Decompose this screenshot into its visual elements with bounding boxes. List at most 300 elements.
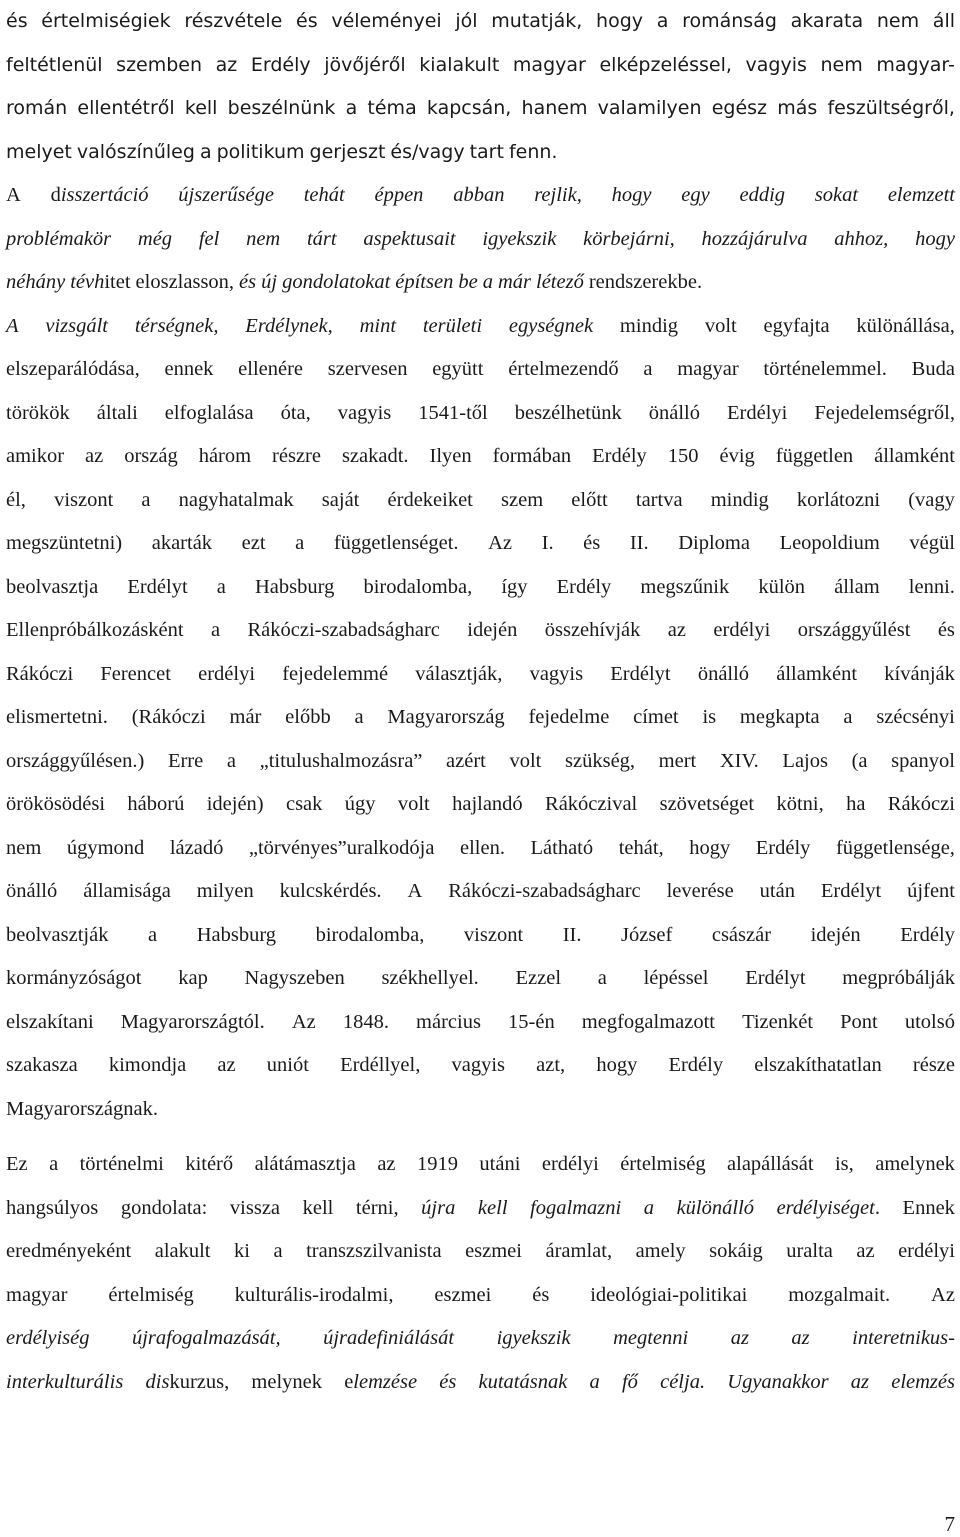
word: véleményei: [331, 10, 442, 32]
text-line: [6, 827, 955, 871]
word: a: [643, 1196, 655, 1219]
text-line: [6, 87, 955, 131]
word: 1848.: [342, 1010, 389, 1033]
word: szakadt.: [341, 445, 409, 467]
word: ki: [234, 1240, 250, 1262]
word: megpróbálják: [842, 967, 955, 989]
page-number: 7: [944, 1512, 955, 1536]
word: lázadó: [169, 836, 224, 859]
text-line: [6, 1230, 955, 1274]
word: nem: [6, 836, 42, 859]
word: (Rákóczi: [131, 706, 206, 728]
word: ezt: [241, 532, 266, 554]
word: elismertetni.: [6, 706, 108, 728]
text-line: [6, 0, 955, 44]
word: kutatásnak: [478, 1370, 568, 1393]
word: II.: [562, 923, 582, 946]
word: kitérő: [185, 1153, 234, 1175]
word: hogy: [596, 1054, 638, 1076]
word: császár: [711, 923, 772, 946]
word: ellentétről: [77, 97, 175, 119]
word: tévhitet: [70, 271, 131, 293]
word: államként: [874, 445, 955, 467]
word: előtt: [571, 488, 608, 511]
word: sokáig: [709, 1240, 763, 1262]
word: kívánják: [884, 662, 955, 685]
word: románság: [682, 10, 777, 32]
word: „titulushalmozásra”: [259, 749, 423, 772]
word: Ilyen: [429, 445, 472, 467]
word: területi: [422, 314, 483, 337]
word: azt,: [536, 1054, 566, 1076]
word: a: [148, 923, 158, 946]
word: azért: [446, 749, 486, 772]
word: állam: [834, 575, 880, 598]
text-line: [6, 131, 955, 175]
word: évig: [719, 445, 755, 467]
word: kimondja: [108, 1054, 187, 1076]
word: megkapta: [739, 706, 820, 728]
word: beszélnünk: [227, 97, 336, 119]
word: részre: [272, 445, 321, 467]
word: hanem: [521, 97, 588, 119]
word: is: [702, 706, 717, 728]
word: melynek: [251, 1370, 322, 1393]
text-line: [6, 870, 955, 914]
word: Rákóczi: [6, 662, 74, 685]
word: tartva: [635, 488, 683, 511]
word: államisága: [83, 880, 171, 902]
word: részvétele: [184, 10, 283, 32]
word: Az: [931, 1283, 955, 1306]
word: együtt: [432, 358, 484, 380]
word: rendszerekbe.: [588, 271, 703, 293]
word: az: [730, 1327, 749, 1349]
text-line: [6, 44, 955, 88]
text-line: [6, 1187, 955, 1231]
word: Magyarországnak.: [6, 1097, 158, 1120]
word: elképzeléssel,: [599, 53, 732, 76]
word: örökösödési: [6, 793, 106, 815]
word: erdélyi: [198, 662, 256, 685]
word: szakasza: [6, 1054, 78, 1076]
word: a: [589, 1370, 600, 1393]
word: az: [215, 53, 238, 76]
word: térségnek,: [134, 314, 219, 337]
word: Ugyanakkor: [727, 1370, 829, 1393]
word: (vagy: [908, 488, 955, 511]
word: feltétlenül: [6, 53, 103, 76]
word: akarata: [790, 10, 864, 32]
word: Lajos: [782, 749, 828, 772]
word: Rákóczival: [545, 793, 638, 815]
word: éppen: [374, 184, 424, 206]
word: korlátozni: [796, 488, 881, 511]
word: már: [229, 706, 262, 728]
word: önálló: [6, 880, 58, 902]
word: Diploma: [678, 532, 750, 554]
word: elszakítani: [6, 1010, 94, 1033]
word: nem: [876, 10, 920, 32]
word: Erdélyt: [820, 880, 882, 902]
word: eszmei: [434, 1283, 492, 1306]
text-line: [6, 957, 955, 1001]
word: A: [6, 184, 21, 206]
word: II.: [629, 532, 649, 554]
word: vagyis: [529, 662, 584, 685]
word: birodalomba,: [315, 923, 425, 946]
word: mutatják,: [491, 10, 583, 32]
word: 1541-től: [418, 401, 488, 424]
word: viszont: [54, 488, 114, 511]
word: áll: [932, 10, 955, 32]
word: létező: [536, 271, 584, 293]
word: fogalmazni: [530, 1196, 622, 1219]
word: körbejárni,: [583, 227, 675, 250]
word: történelemmel.: [763, 358, 887, 380]
word: vagyis: [451, 1054, 505, 1076]
text-line: [6, 479, 955, 523]
word: kötni,: [776, 793, 824, 815]
word: Erdélynek,: [245, 314, 333, 337]
word: Erdélyt: [745, 967, 806, 989]
word: székhellyel.: [381, 967, 479, 989]
word: térni,: [355, 1196, 399, 1219]
word: disszertáció: [50, 184, 149, 206]
word: néhány: [6, 271, 66, 293]
word: Rákóczi: [887, 793, 955, 815]
word: kell: [184, 97, 218, 119]
word: 1919: [416, 1153, 458, 1175]
word: mert: [658, 749, 697, 772]
word: történelmi: [79, 1153, 164, 1175]
text-line: [6, 348, 955, 392]
word: egy: [681, 184, 710, 206]
word: törökök: [6, 401, 70, 424]
word: vissza: [229, 1196, 281, 1219]
word: a: [643, 358, 653, 380]
word: elemzése: [344, 1370, 418, 1393]
word: országgyűlést: [797, 619, 911, 641]
text-line: [6, 566, 955, 610]
word: alátámasztja: [254, 1153, 356, 1175]
word: és: [439, 1370, 457, 1393]
word: sokat: [814, 184, 859, 206]
word: címet: [633, 706, 679, 728]
word: érdekeiket: [387, 488, 473, 511]
word: megszüntetni): [6, 532, 123, 554]
word: politikum: [216, 140, 305, 163]
word: kell: [477, 1196, 508, 1219]
word: része: [912, 1054, 955, 1076]
word: más: [777, 97, 818, 119]
word: újszerűsége: [178, 184, 274, 206]
word: ellenére: [238, 358, 304, 380]
text-line: [6, 261, 955, 305]
word: 15-én: [508, 1010, 555, 1033]
paragraph: [6, 174, 955, 305]
word: elfoglalása: [164, 401, 254, 424]
word: idején): [206, 793, 264, 815]
text-line: [6, 174, 955, 218]
word: Erdély: [556, 575, 612, 598]
word: utáni: [479, 1153, 521, 1175]
word: feszültségről,: [827, 97, 955, 119]
word: Erdély: [668, 1054, 724, 1076]
text-line: [6, 1044, 955, 1088]
word: különálló: [676, 1196, 755, 1219]
word: A: [407, 880, 423, 902]
word: transzszilvanista: [306, 1240, 442, 1262]
word: abban: [453, 184, 505, 206]
word: már: [497, 271, 531, 293]
word: fejedelemmé: [282, 662, 389, 685]
word: erdélyiséget.: [776, 1196, 880, 1219]
paragraph: [6, 0, 955, 174]
word: a: [354, 706, 364, 728]
word: hogy: [915, 227, 955, 250]
word: ideológiai-politikai: [590, 1283, 748, 1306]
word: és: [583, 532, 601, 554]
word: önálló: [648, 401, 700, 424]
word: igyekszik: [496, 1327, 571, 1349]
text-line: [6, 740, 955, 784]
word: amely: [635, 1240, 686, 1262]
word: Ferencet: [100, 662, 171, 685]
word: a: [273, 1240, 283, 1262]
word: diskurzus,: [145, 1370, 230, 1393]
word: fel: [198, 227, 220, 250]
text-line: [6, 1317, 955, 1361]
word: és: [937, 619, 955, 641]
word: Az: [291, 1010, 316, 1033]
word: magyar: [512, 53, 586, 76]
word: uniót: [266, 1054, 309, 1076]
word: formában: [492, 445, 572, 467]
word: Az: [488, 532, 513, 554]
word: külön: [758, 575, 806, 598]
word: Rákóczi-szabadságharc: [448, 880, 641, 902]
word: a: [211, 619, 221, 641]
word: elemzés: [891, 1370, 955, 1393]
word: kap: [178, 967, 208, 989]
word: még: [137, 227, 173, 250]
word: Fejedelemségről,: [814, 401, 955, 424]
text-line: [6, 305, 955, 349]
word: újfent: [907, 880, 955, 902]
word: hogy: [611, 184, 652, 206]
word: spanyol: [891, 749, 955, 772]
word: mindig: [710, 488, 769, 511]
word: vagyis: [745, 53, 807, 76]
word: Ellenpróbálkozásként: [6, 619, 184, 641]
word: előbb: [285, 706, 331, 728]
word: szervesen: [327, 358, 408, 380]
word: a: [656, 10, 669, 32]
word: az: [85, 445, 104, 467]
word: így: [501, 575, 528, 598]
word: tart: [469, 140, 504, 163]
word: hangsúlyos: [6, 1196, 99, 1219]
word: újrafogalmazását,: [131, 1327, 281, 1349]
word: Leopoldium: [779, 532, 880, 554]
word: jövőjéről: [324, 53, 406, 76]
word: erdélyi: [898, 1240, 955, 1262]
text-line: [6, 435, 955, 479]
text-line: [6, 522, 955, 566]
word: a: [216, 575, 226, 598]
text-line: [6, 696, 955, 740]
word: erdélyi: [541, 1153, 599, 1175]
word: Nagyszeben: [244, 967, 345, 989]
word: választják,: [415, 662, 503, 685]
word: Tizenkét: [742, 1010, 814, 1033]
word: csak: [285, 793, 323, 815]
word: Erdély: [250, 53, 311, 76]
word: idején: [467, 619, 518, 641]
word: hozzájárulva: [701, 227, 808, 250]
word: beolvasztják: [6, 923, 109, 946]
word: és: [296, 10, 318, 32]
word: megszűnik: [640, 575, 730, 598]
word: lenni.: [908, 575, 955, 598]
word: beszélhetünk: [514, 401, 622, 424]
word: a: [843, 706, 853, 728]
word: Magyarország: [387, 706, 505, 728]
word: a: [141, 488, 151, 511]
word: idején: [810, 923, 861, 946]
word: országgyűlésen.): [6, 749, 145, 772]
word: új: [261, 271, 278, 293]
word: amelynek: [875, 1153, 955, 1175]
word: és: [239, 271, 257, 293]
word: úgy: [344, 793, 376, 815]
word: az: [217, 1054, 236, 1076]
word: magyar-: [876, 53, 955, 76]
word: óta,: [280, 401, 311, 424]
word: aspektusait: [363, 227, 456, 250]
word: ellen.: [460, 836, 505, 859]
text-line: [6, 1361, 955, 1405]
word: saját: [321, 488, 360, 511]
word: független: [775, 445, 854, 467]
word: román: [6, 97, 68, 119]
word: lépéssel: [643, 967, 709, 989]
word: hogy: [596, 10, 644, 32]
word: az: [791, 1327, 810, 1349]
text-line: [6, 392, 955, 436]
word: szükség,: [565, 749, 636, 772]
word: „törvényes”uralkodója: [248, 836, 435, 859]
word: a: [482, 271, 493, 293]
word: problémakör: [6, 227, 112, 250]
word: Pont: [840, 1010, 878, 1033]
word: egységnek: [508, 314, 594, 337]
word: Erdélyt: [610, 662, 671, 685]
word: Erdélyt: [127, 575, 188, 598]
text-line: [6, 1088, 955, 1132]
word: március: [416, 1010, 481, 1033]
word: különállása,: [856, 314, 955, 337]
word: tehát: [303, 184, 345, 206]
text-line: [6, 1001, 955, 1045]
word: be: [458, 271, 478, 293]
word: interkulturális: [6, 1370, 124, 1393]
text-line: [6, 218, 955, 262]
word: magyar: [677, 358, 739, 380]
word: összehívják: [544, 619, 641, 641]
word: elszakíthatatlan: [754, 1054, 882, 1076]
text-line: [6, 653, 955, 697]
word: XIV.: [719, 749, 759, 772]
word: nagyhatalmak: [178, 488, 294, 511]
word: is,: [834, 1153, 854, 1175]
word: hajlandó: [452, 793, 523, 815]
word: az: [377, 1153, 396, 1175]
word: akarták: [151, 532, 213, 554]
word: Buda: [911, 358, 955, 380]
word: áramlat,: [545, 1240, 613, 1262]
word: 150: [667, 445, 699, 467]
word: a: [597, 967, 607, 989]
word: a: [226, 749, 236, 772]
word: mozgalmait.: [788, 1283, 891, 1306]
word: Erdély: [900, 923, 955, 946]
word: ha: [846, 793, 866, 815]
word: értelmezendő: [508, 358, 619, 380]
word: három: [198, 445, 252, 467]
word: birodalomba,: [363, 575, 473, 598]
word: rejlik,: [534, 184, 582, 206]
word: valószínűleg: [76, 140, 195, 163]
word: függetlenséget.: [333, 532, 459, 554]
word: értelmiség: [108, 1283, 194, 1306]
word: eszmei: [465, 1240, 522, 1262]
word: megfogalmazott: [581, 1010, 715, 1033]
text-line: [6, 609, 955, 653]
word: hogy: [689, 836, 731, 859]
word: Erre: [167, 749, 204, 772]
word: megtenni: [613, 1327, 689, 1349]
word: végül: [909, 532, 955, 554]
word: Látható: [530, 836, 594, 859]
word: interetnikus-: [852, 1327, 955, 1349]
word: a: [199, 140, 212, 163]
word: él,: [6, 488, 26, 511]
word: Erdéllyel,: [340, 1054, 421, 1076]
word: szécsényi: [876, 706, 955, 728]
word: úgymond: [66, 836, 145, 859]
word: kulturális-irodalmi,: [234, 1283, 394, 1306]
word: függetlensége,: [835, 836, 955, 859]
word: I.: [541, 532, 554, 554]
document-page: [6, 0, 955, 1404]
word: egész: [711, 97, 768, 119]
word: beolvasztja: [6, 575, 99, 598]
word: ennek: [164, 358, 214, 380]
word: kell: [302, 1196, 334, 1219]
word: a: [49, 1153, 59, 1175]
word: A: [6, 314, 19, 337]
word: magyar: [6, 1283, 68, 1306]
word: gerjeszt: [309, 140, 386, 163]
word: fő: [621, 1370, 638, 1393]
word: Ez: [6, 1153, 28, 1175]
word: az: [856, 1240, 875, 1262]
word: fejedelme: [528, 706, 610, 728]
word: József: [621, 923, 673, 946]
word: szemben: [116, 53, 203, 76]
